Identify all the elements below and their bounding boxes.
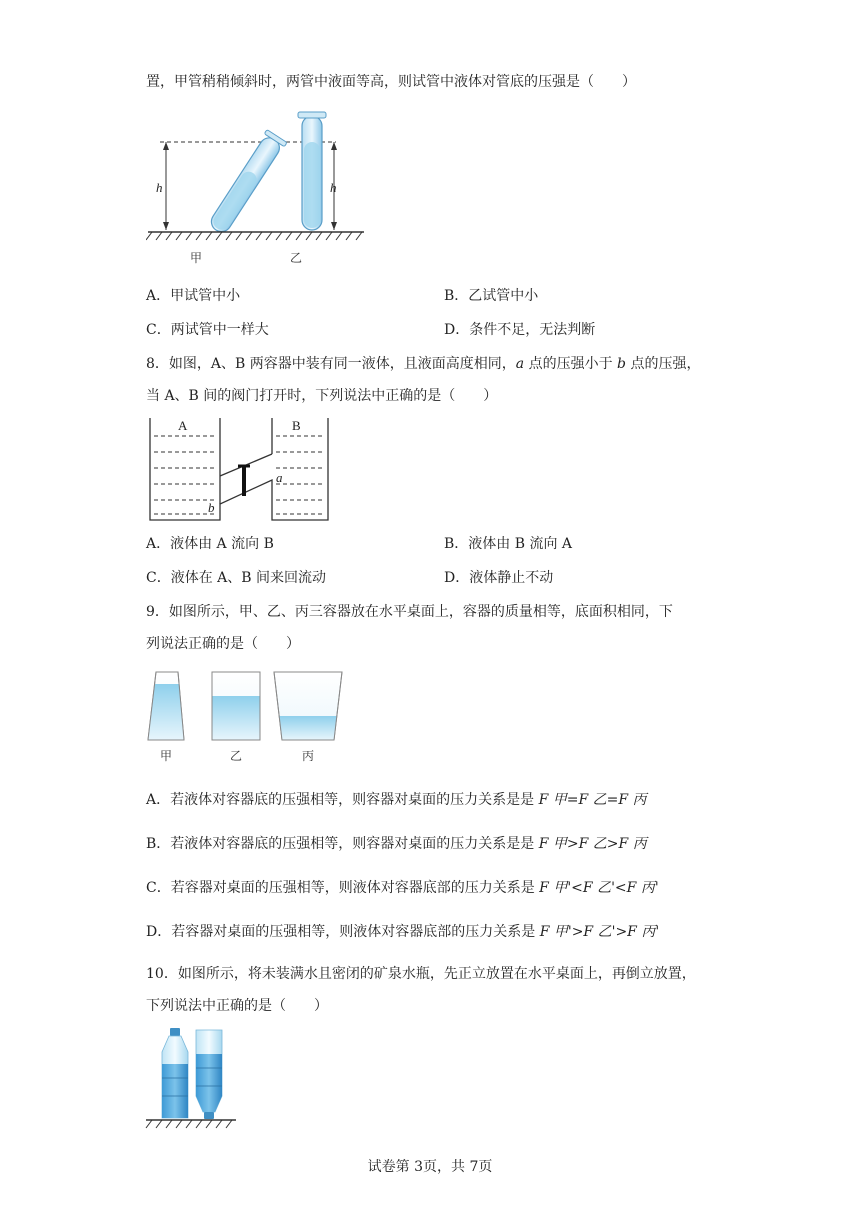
q8-label-a-container: A (178, 418, 188, 433)
page-footer: 试卷第 3页，共 7页 (367, 1159, 493, 1175)
q7-caption-yi: 乙 (290, 251, 303, 265)
q9-stem-line-2: 列说法正确的是（ ） (146, 636, 300, 652)
q8-option-d[interactable]: D．液体静止不动 (444, 570, 554, 586)
q7-option-d[interactable]: D．条件不足，无法判断 (444, 322, 596, 338)
q9-option-d[interactable]: D．若容器对桌面的压强相等，则液体对容器底部的压力关系是 F 甲'>F 乙'>F 丙' (146, 924, 660, 940)
q8-label-b-container: B (292, 418, 301, 433)
q8-label-point-a: a (276, 470, 283, 485)
q8-option-a[interactable]: A．液体由 A 流向 B (146, 536, 274, 552)
q7-test-tube-figure (146, 108, 376, 268)
q10-stem-line-2: 下列说法中正确的是（ ） (146, 998, 328, 1014)
q10-bottles-figure (144, 1024, 240, 1130)
q9-stem-line-1: 9．如图所示，甲、乙、丙三容器放在水平桌面上，容器的质量相等，底面积相同，下 (146, 604, 673, 620)
q9-option-a[interactable]: A．若液体对容器底的压强相等，则容器对桌面的压力关系是是 F 甲=F 乙=F 丙 (146, 792, 647, 808)
q8-label-point-b: b (208, 500, 215, 515)
q10-stem-line-1: 10．如图所示，将未装满水且密闭的矿泉水瓶，先正立放置在水平桌面上，再倒立放置， (146, 966, 696, 982)
q7-h-right-label: h (330, 180, 337, 195)
q8-stem-line-1: 8．如图，A、B 两容器中装有同一液体，且液面高度相同，a 点的压强小于 b 点的压强， (146, 356, 701, 372)
q8-option-b[interactable]: B．液体由 B 流向 A (444, 536, 573, 552)
q9-caption-jia: 甲 (160, 749, 173, 763)
q9-caption-yi: 乙 (230, 749, 243, 763)
q9-option-b[interactable]: B．若液体对容器底的压强相等，则容器对桌面的压力关系是是 F 甲>F 乙>F 丙 (146, 836, 647, 852)
q8-connected-vessels-figure (146, 414, 336, 526)
q7-caption-jia: 甲 (190, 251, 203, 265)
q7-option-b[interactable]: B．乙试管中小 (444, 288, 539, 304)
q7-stem-tail: 置，甲管稍稍倾斜时，两管中液面等高，则试管中液体对管底的压强是（ ） (146, 74, 636, 90)
q9-option-c[interactable]: C．若容器对桌面的压强相等，则液体对容器底部的压力关系是 F 甲'<F 乙'<F 丙' (146, 880, 659, 896)
q8-option-c[interactable]: C．液体在 A、B 间来回流动 (146, 570, 327, 586)
q9-containers-figure (144, 668, 354, 768)
q7-h-left-label: h (156, 180, 163, 195)
q7-option-c[interactable]: C．两试管中一样大 (146, 322, 269, 338)
q9-caption-bing: 丙 (302, 749, 315, 763)
q8-stem-line-2: 当 A、B 间的阀门打开时，下列说法中正确的是（ ） (146, 388, 498, 404)
q7-option-a[interactable]: A．甲试管中小 (146, 288, 241, 304)
